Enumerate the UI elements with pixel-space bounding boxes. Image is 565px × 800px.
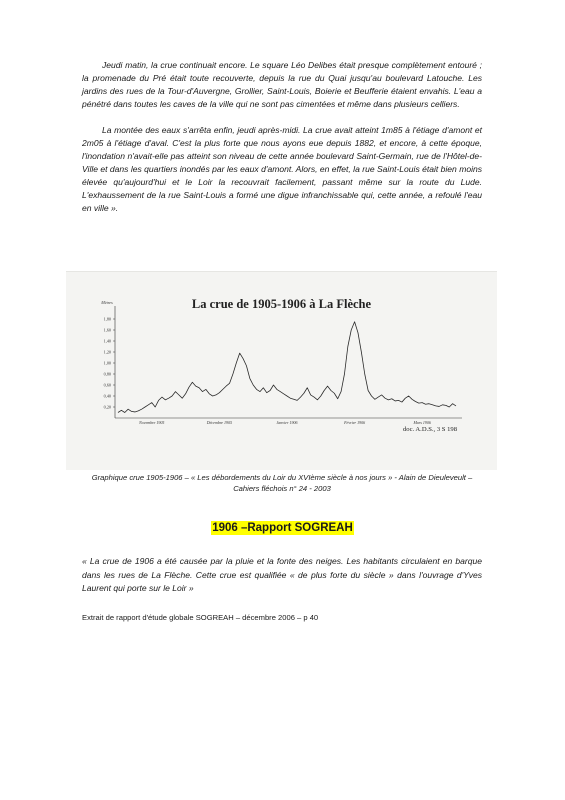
chart-y-tick-label: 0,20	[103, 404, 111, 410]
section-heading-text: 1906 –Rapport SOGREAH	[212, 522, 353, 534]
sogreah-source: Extrait de rapport d'étude globale SOGREAH – décembre 2006 – p 40	[82, 613, 319, 622]
chart-y-axis-label: Mètres	[101, 300, 113, 305]
figure-caption-line-1: Graphique crue 1905-1906 – « Les débordements du Loir du XVIème siècle à nos jours » - Alain de Dieuleveult –	[91, 473, 473, 482]
chart-source-annotation: doc. A.D.S., 3 S 198	[402, 426, 458, 433]
flood-chart	[66, 272, 497, 470]
chart-x-tick-label: Mars 1906	[413, 420, 431, 425]
chart-y-tick-label: 0,60	[103, 382, 111, 388]
paragraph-crue-jeudi: Jeudi matin, la crue continuait encore. Le square Léo Delibes était presque complètement entouré ; la promenade du Pré était toute recouverte, depuis la rue du Quai jusqu'au boulevard Latouche. Les jardins des rues de la Tour-d'Auvergne, Grollier, Saint-Louis, Boierie et Beufferie étaient envahis. L'eau a pénétré dans toutes les caves de la ville qui ne sont pas cimentées et même dans plusieurs celliers.	[82, 60, 482, 109]
chart-y-tick-label: 1,20	[103, 349, 111, 355]
paragraph-montee-eaux: La montée des eaux s'arrêta enfin, jeudi après-midi. La crue avait atteint 1m85 à l'étiage d'amont et 2m05 à l'étiage d'aval. C'est la plus forte que nous ayons eue depuis 1882, et encore, à cette époque, l'inondation n'avait-elle pas atteint son niveau de cette année boulevard Saint-Germain, rue de l'Hôtel-de-Ville et dans les quartiers inondés par les eaux d'amont. Alors, en effet, la rue Saint-Louis était bien moins élevée qu'aujourd'hui et le Loir la recouvrait facilement, passant même sur la route du Lude. L'exhaussement de la rue Saint-Louis a formé une digue infranchissable qui, cette année, a refoulé l'eau en ville ».	[82, 125, 482, 213]
figure-caption-line-2: Cahiers fléchois n° 24 - 2003	[233, 483, 331, 493]
chart-y-tick-label: 0,80	[103, 371, 111, 377]
chart-x-ticks	[138, 420, 431, 425]
chart-y-tick-label: 1,40	[103, 338, 111, 344]
section-heading	[0, 518, 565, 536]
chart-series-line	[118, 322, 456, 413]
figure-caption	[82, 473, 482, 494]
chart-x-tick-label: Janvier 1906	[276, 420, 298, 425]
chart-title: La crue de 1905-1906 à La Flèche	[191, 297, 372, 311]
chart-y-tick-label: 1,80	[103, 316, 111, 322]
chart-y-tick-label: 1,00	[103, 360, 111, 366]
chart-x-tick-label: Novembre 1905	[139, 420, 165, 425]
chart-y-tick-label: 1,60	[103, 327, 111, 333]
flood-chart-figure	[66, 271, 497, 470]
chart-y-tick-label: 0,40	[103, 393, 111, 399]
chart-y-ticks	[104, 316, 115, 410]
sogreah-quote: « La crue de 1906 a été causée par la pluie et la fonte des neiges. Les habitants circulaient en barque dans les rues de La Flèche. Cette crue est qualifiée « de plus forte du siècle » dans l'ouvrage d'Yves Laurent qui porte sur le Loir »	[82, 556, 482, 593]
chart-x-tick-label: Décembre 1905	[206, 420, 233, 425]
chart-x-tick-label: Février 1906	[344, 420, 366, 425]
